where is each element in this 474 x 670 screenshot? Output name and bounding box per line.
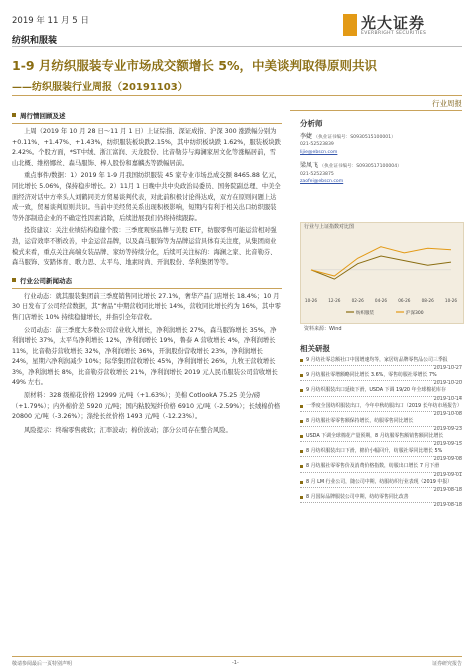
section-weekly-review <box>12 108 282 269</box>
chart-source: 资料来源：Wind <box>304 326 342 332</box>
company-logo-icon <box>343 14 357 36</box>
main-content <box>12 108 282 438</box>
x-tick-label: 10-26 <box>444 298 458 303</box>
legend-label: 纺织服装 <box>356 311 374 316</box>
related-report-date: 2019-10-08 <box>433 410 462 417</box>
related-report-item[interactable] <box>300 478 462 493</box>
page-number: -1- <box>232 660 239 666</box>
related-report-item[interactable] <box>300 402 462 417</box>
analyst-cert: （执业证书编号：S0930515100001） <box>313 135 396 140</box>
related-report-title[interactable]: USDA 下调全球棉花产量预期，8 月纺服零售额销售额同比增长 <box>300 432 462 442</box>
index-comparison-chart <box>300 222 464 324</box>
chart-title: 行业与上证指数对比图 <box>304 224 355 230</box>
report-date: 2019 年 11 月 5 日 <box>12 16 89 26</box>
section-company-news <box>12 273 282 423</box>
analyst-heading: 分析师 <box>300 119 323 128</box>
related-report-date: 2019-09-23 <box>433 426 462 433</box>
related-report-date: 2019-08-18 <box>433 502 462 509</box>
company-name: 光大证券 <box>361 14 426 32</box>
report-title: 1-9 月纺织服装专业市场成交额增长 5%，中美谈判取得原则共识 <box>12 58 378 73</box>
related-reports-list <box>300 356 462 508</box>
related-report-item[interactable] <box>300 447 462 462</box>
section-risk <box>12 426 282 437</box>
related-report-item[interactable] <box>300 417 462 432</box>
paragraph: 重点事件/数据：1）2019 年 1-9 月我国纺织服装 45 家专业市场总成交额 8465.88 亿元，同比增长 5.06%，保持稳步增长。2）11月 1 日晚中共中央政治局委员、国务院副总理、中美全面经济对话中方牵头人刘鹤同美方贸易谈判代表，对此前积极讨论得达成，双方在原则问题上达成一致，贸易谈判原则共识。当前中美经贸关系出现积极影响，短期内有利于相关出口纺织服装等外部制造企业的不确定性因素消除，后续进展我们仍将持续跟踪。 <box>12 172 281 222</box>
analyst-phone: 021-52523839 <box>300 142 334 148</box>
title-divider <box>12 95 462 96</box>
related-report-item[interactable] <box>300 356 462 371</box>
x-tick-label: 02-26 <box>351 298 364 303</box>
analyst-email-link[interactable]: zaofei@ebscn.com <box>300 179 344 185</box>
related-report-date: 2019-10-27 <box>433 365 462 372</box>
report-subtitle: ——纺织服装行业周报（20191103） <box>12 82 188 93</box>
section-heading: 行业公司新闻动态 <box>12 273 282 289</box>
footer-disclaimer: 敬请参阅最后一页特别声明 <box>12 661 73 667</box>
analyst-name: 李婕 <box>300 133 313 140</box>
top-divider <box>12 46 462 47</box>
sector-label: 纺织和服装 <box>12 36 58 46</box>
related-report-date: 2019-09-08 <box>433 456 462 463</box>
analyst-phone: 021-52523875 <box>300 171 334 177</box>
analyst-panel <box>300 118 462 185</box>
paragraph: 上周（2019 年 10 月 28 日～11 月 1 日）上证综指、深证成指、沪深 300 涨跌幅分别为+0.11%、+1.47%、+1.43%，纺织服装板块跌2.15%，其中纺织板块跌 1.62%，服装板块跌 2.42%。个股方面，*ST中绒、浙江富润、天龙股份、比音勒芬与海澜家居文化等涨幅居前，雪山北概、维格娜丝、森马服饰、棒人股份和嘉麟杰等跌幅居前。 <box>12 128 281 167</box>
related-report-item[interactable] <box>300 432 462 447</box>
legend-label: 沪深300 <box>406 311 424 316</box>
paragraph: 公司动态：前三季度大多数公司营业收入增长，净利润增长 27%，森马服饰增长 35%，净利润增长 37%，太平鸟净利增长 12%，净利润增长 19%，鲁泰 A 营收增长 4%，净利润增长 11%，比音勒芬营收增长 32%，净利润增长 36%，开润股份营收增长 23%，净利润增长 24%，星期六净利润减少 10%；际华集团营收增长 45%，净利润增长 26%，九牧王营收增长 3%，净利润增长 8%，比音勒芬营收增长 21%，净利润增长 2019 元人民币服装公司营收增长 49% 左右。 <box>12 326 278 387</box>
related-report-item[interactable] <box>300 386 462 401</box>
related-report-title[interactable]: 8 月纺织服装出口下滑，棉价小幅回升，纺服社零同比增长 5% <box>300 447 462 457</box>
related-report-title[interactable]: 9 月纺社零总额社口中国增速均等，家居纺品牌零售品公司三季报 <box>300 356 462 366</box>
report-type-divider <box>290 110 462 111</box>
related-report-item[interactable] <box>300 462 462 477</box>
x-tick-label: 04-26 <box>374 298 388 303</box>
related-report-title[interactable]: 9 月纺服社零增额略同比增长 3.6%，零售纺服社零增长 7% <box>300 371 462 381</box>
x-tick-label: 12-26 <box>328 298 341 303</box>
x-tick-label: 08-26 <box>421 298 434 303</box>
related-report-date: 2019-10-20 <box>433 380 462 387</box>
related-report-title[interactable]: 8 月纺服社零零售价及消费价格指数，纺服出口增长 7 月下滑 <box>300 462 462 472</box>
report-type: 行业周报 <box>432 99 462 108</box>
related-report-title[interactable]: 8 月纺服社零零售额保持增长，纺服零售同比增长 <box>300 417 462 427</box>
analyst-email-link[interactable]: lijie@ebscn.com <box>300 149 338 155</box>
related-report-date: 2019-08-18 <box>433 486 462 493</box>
related-reports-heading: 相关研报 <box>300 344 330 353</box>
related-report-item[interactable] <box>300 371 462 386</box>
paragraph: 原材料：328 级棉花价格 12999 元/吨（+1.63%）；美棉 CotlookA 75.25 美分/磅（+1.79%）；内外棉价差 5920 元/吨；国内粘胶短纤价格 6910 元/吨（-2.59%）；长绒棉价格 20800 元/吨（-3.26%）；涤纶长丝价格 1493 元/吨（-12.23%）。 <box>12 392 281 421</box>
x-tick-label: 06-26 <box>398 298 411 303</box>
company-name-en: EVERBRIGHT SECURITIES <box>361 31 427 36</box>
x-tick-label: 10-26 <box>304 298 318 303</box>
chart-svg <box>301 223 463 323</box>
related-report-title[interactable]: 9 月纺织服装出口延续下滑，USDA 下调 19/20 年全球棉花库存 <box>300 386 462 396</box>
risk-paragraph: 风险提示：终端零售疲软；汇率波动；棉价波动；部分公司存在整合风险。 <box>24 426 232 434</box>
related-report-item[interactable] <box>300 493 462 508</box>
paragraph: 投资建议：关注业绩结构稳健个股：三季度观察品牌与美股 ETF，纺服零售可能运营相对强劲，运营效率不断改善，中金运营品牌，以及森马服饰等为品牌运营具体有关注度，从集团商业模式来看，重点关注高端女装品牌、家纺等持续分化，后续可关注标的：海澜之家、比音勒芬、森马服饰、安踏体育、歌力思、太平鸟、地素时尚、开润股份、华利集团等等。 <box>12 227 277 267</box>
paragraph: 行业动态：就其服装集团前三季度销售同比增长 27.1%，奢华产品门店增长 18.4%；10 月 30 日发布了公司经营数据，其“奢品”中期营收同比增长 14%，营收同比增长约为 16%，其中零售门店增长 10% 持续稳健增长，并指引全年营收。 <box>12 292 281 321</box>
footer-report-label: 证券研究报告 <box>431 661 462 667</box>
series-line-1 <box>311 247 451 276</box>
related-report-title[interactable]: 8 月 LM 行业公司，随公司中期，纺服纺织行业表现（2019 中报） <box>300 478 462 488</box>
analyst-name: 梁凤飞 <box>300 162 319 170</box>
section-heading: 周行情回顾及述 <box>12 108 282 124</box>
related-report-title[interactable]: 8 月国际品牌服装公司中期，纺纺零售同比改善 <box>300 493 462 503</box>
related-report-date: 2019-09-15 <box>433 441 462 448</box>
analyst-cert: （执业证书编号：S0930517100004） <box>319 164 402 170</box>
related-report-date: 2019-10-14 <box>433 395 462 402</box>
related-report-title[interactable]: 一季度全国纺织服装出口，今年中秋纺服出口（2019 长年纺市场报告） <box>300 402 462 412</box>
related-report-date: 2019-09-01 <box>433 471 462 478</box>
footer-divider <box>12 656 462 657</box>
